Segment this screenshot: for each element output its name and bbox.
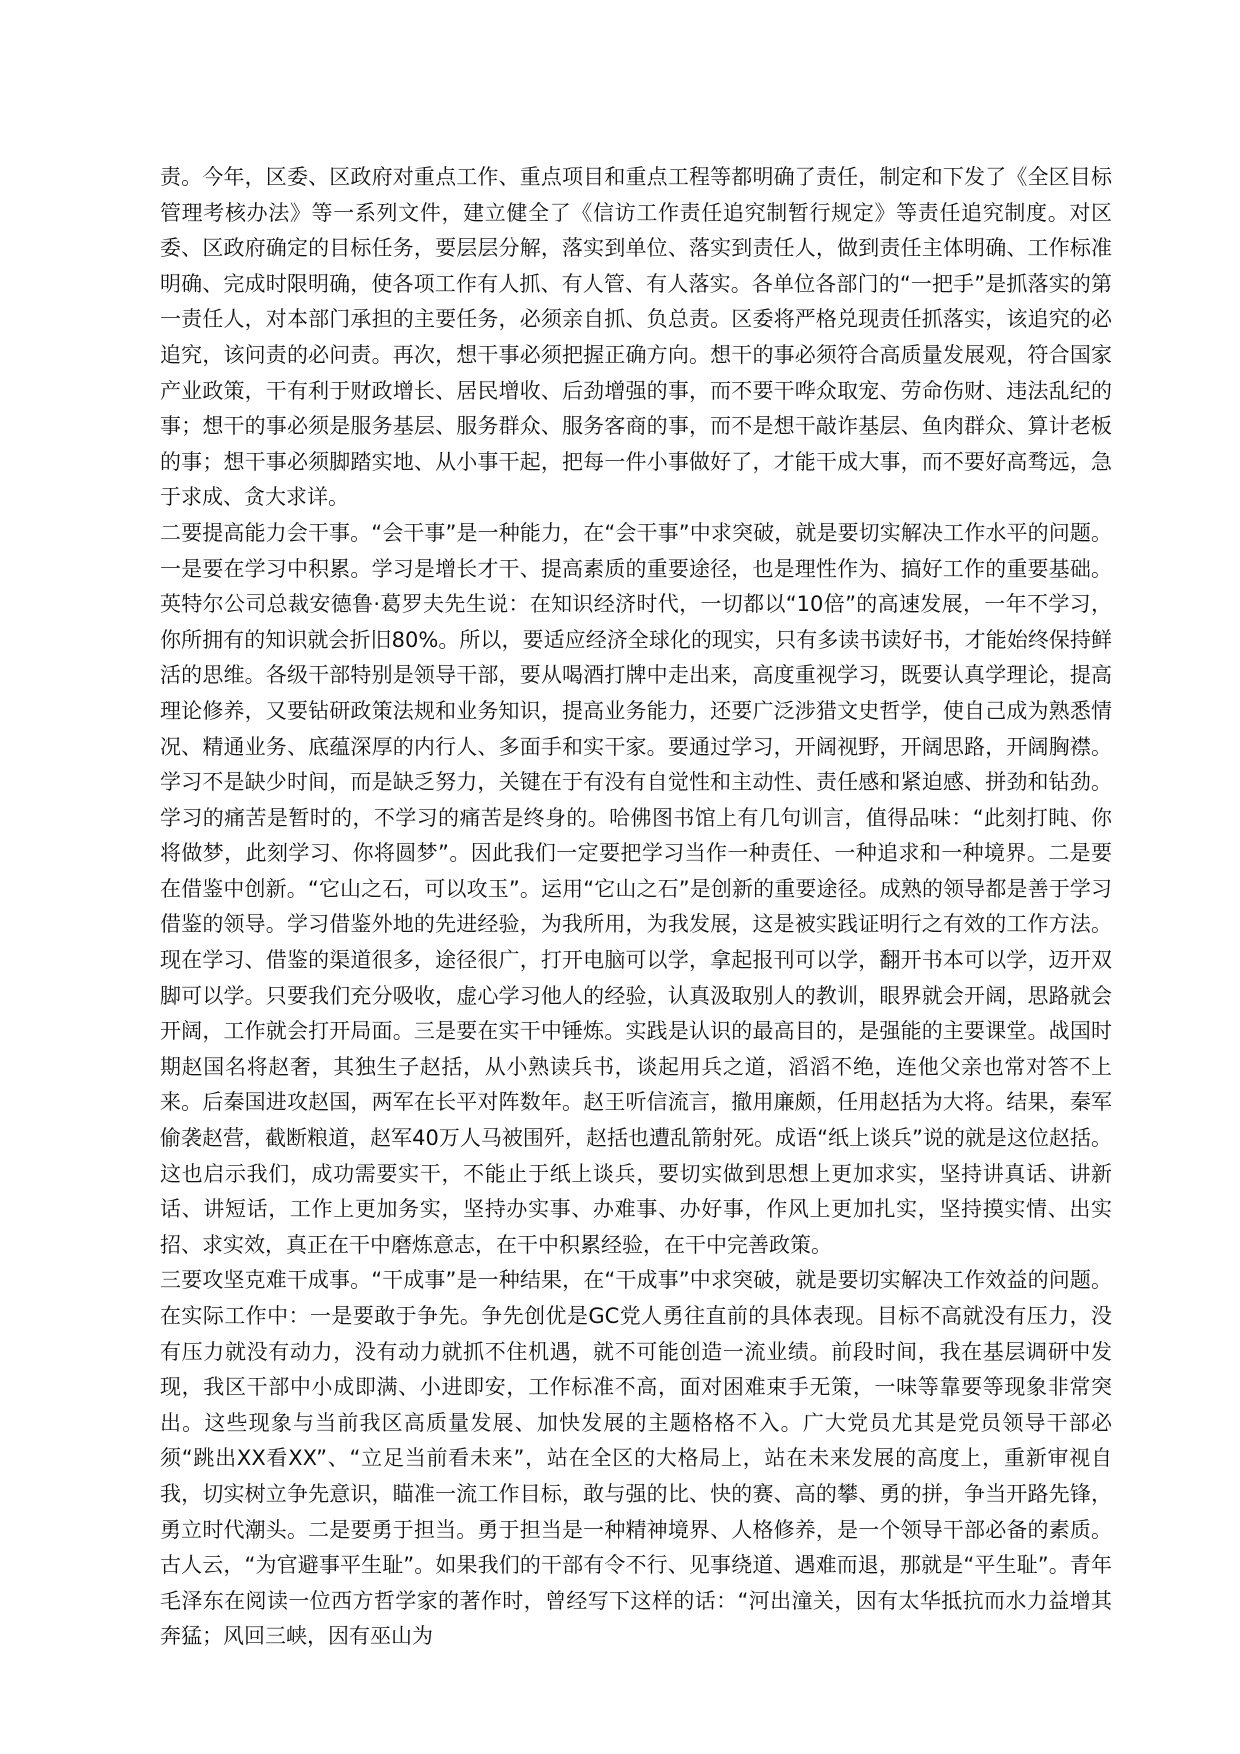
paragraph-3: 三要攻坚克难干成事。“干成事”是一种结果，在“干成事”中求突破，就是要切实解决工作效益的问题。在实际工作中：一是要敢于争先。争先创优是GC党人勇往直前的具体表现。目标不高就没有压力，没有压力就没有动力，没有动力就抓不住机遇，就不可能创造一流业绩。前段时间，我在基层调研中发现，我区干部中小成即满、小进即安，工作标准不高，面对困难束手无策，一味等靠要等现象非常突出。这些现象与当前我区高质量发展、加快发展的主题格格不入。广大党员尤其是党员领导干部必须“跳出XX看XX”、“立足当前看未来”，站在全区的大格局上，站在未来发展的高度上，重新审视自我，切实树立争先意识，瞄准一流工作目标，敢与强的比、快的赛、高的攀、勇的拼，争当开路先锋，勇立时代潮头。二是要勇于担当。勇于担当是一种精神境界、人格修养，是一个领导干部必备的素质。古人云，“为官避事平生耻”。如果我们的干部有令不行、见事绕道、遇难而退，那就是“平生耻”。青年毛泽东在阅读一位西方哲学家的著作时，曾经写下这样的话：“河出潼关，因有太华抵抗而水力益增其奔猛；风回三峡，因有巫山为 — [160, 1268, 1112, 1649]
paragraph-2: 二要提高能力会干事。“会干事”是一种能力，在“会干事”中求突破，就是要切实解决工作水平的问题。一是要在学习中积累。学习是增长才干、提高素质的重要途径，也是理性作为、搞好工作的重要基础。英特尔公司总裁安德鲁·葛罗夫先生说：在知识经济时代，一切都以“10倍”的高速发展，一年不学习，你所拥有的知识就会折旧80%。所以，要适应经济全球化的现实，只有多读书读好书，才能始终保持鲜活的思维。各级干部特别是领导干部，要从喝酒打牌中走出来，高度重视学习，既要认真学理论，提高理论修养，又要钻研政策法规和业务知识，提高业务能力，还要广泛涉猎文史哲学，使自己成为熟悉情况、精通业务、底蕴深厚的内行人、多面手和实干家。要通过学习，开阔视野，开阔思路，开阔胸襟。学习不是缺少时间，而是缺乏努力，关键在于有没有自觉性和主动性、责任感和紧迫感、拼劲和钻劲。学习的痛苦是暂时的，不学习的痛苦是终身的。哈佛图书馆上有几句训言，值得品味：“此刻打盹、你将做梦，此刻学习、你将圆梦”。因此我们一定要把学习当作一种责任、一种追求和一种境界。二是要在借鉴中创新。“它山之石，可以攻玉”。运用“它山之石”是创新的重要途径。成熟的领导都是善于学习借鉴的领导。学习借鉴外地的先进经验，为我所用，为我发展，这是被实践证明行之有效的工作方法。现在学习、借鉴的渠道很多，途径很广，打开电脑可以学，拿起报刊可以学，翻开书本可以学，迈开双脚可以学。只要我们充分吸收，虚心学习他人的经验，认真汲取别人的教训，眼界就会开阔，思路就会开阔，工作就会打开局面。三是要在实干中锤炼。实践是认识的最高目的，是强能的主要课堂。战国时期赵国名将赵奢，其独生子赵括，从小熟读兵书，谈起用兵之道，滔滔不绝，连他父亲也常对答不上来。后秦国进攻赵国，两军在长平对阵数年。赵王听信流言，撤用廉颇，任用赵括为大将。结果，秦军偷袭赵营，截断粮道，赵军40万人马被围歼，赵括也遭乱箭射死。成语“纸上谈兵”说的就是这位赵括。这也启示我们，成功需要实干，不能止于纸上谈兵，要切实做到思想上更加求实，坚持讲真话、讲新话、讲短话，工作上更加务实，坚持办实事、办难事、办好事，作风上更加扎实，坚持摸实情、出实招、求实效，真正在干中磨炼意志，在干中积累经验，在干中完善政策。 — [160, 520, 1112, 1257]
paragraph-1: 责。今年，区委、区政府对重点工作、重点项目和重点工程等都明确了责任，制定和下发了《全区目标管理考核办法》等一系列文件，建立健全了《信访工作责任追究制暂行规定》等责任追究制度。对区委、区政府确定的目标任务，要层层分解，落实到单位、落实到责任人，做到责任主体明确、工作标准明确、完成时限明确，使各项工作有人抓、有人管、有人落实。各单位各部门的“一把手”是抓落实的第一责任人，对本部门承担的主要任务，必须亲自抓、负总责。区委将严格兑现责任抓落实，该追究的必追究，该问责的必问责。再次，想干事必须把握正确方向。想干的事必须符合高质量发展观，符合国家产业政策，干有利于财政增长、居民增收、后劲增强的事，而不要干哗众取宠、劳命伤财、违法乱纪的事；想干的事必须是服务基层、服务群众、服务客商的事，而不是想干敲诈基层、鱼肉群众、算计老板的事；想干事必须脚踏实地、从小事干起，把每一件小事做好了，才能干成大事，而不要好高骛远，急于求成、贪大求详。 — [160, 165, 1112, 510]
document-body — [160, 160, 1112, 1655]
